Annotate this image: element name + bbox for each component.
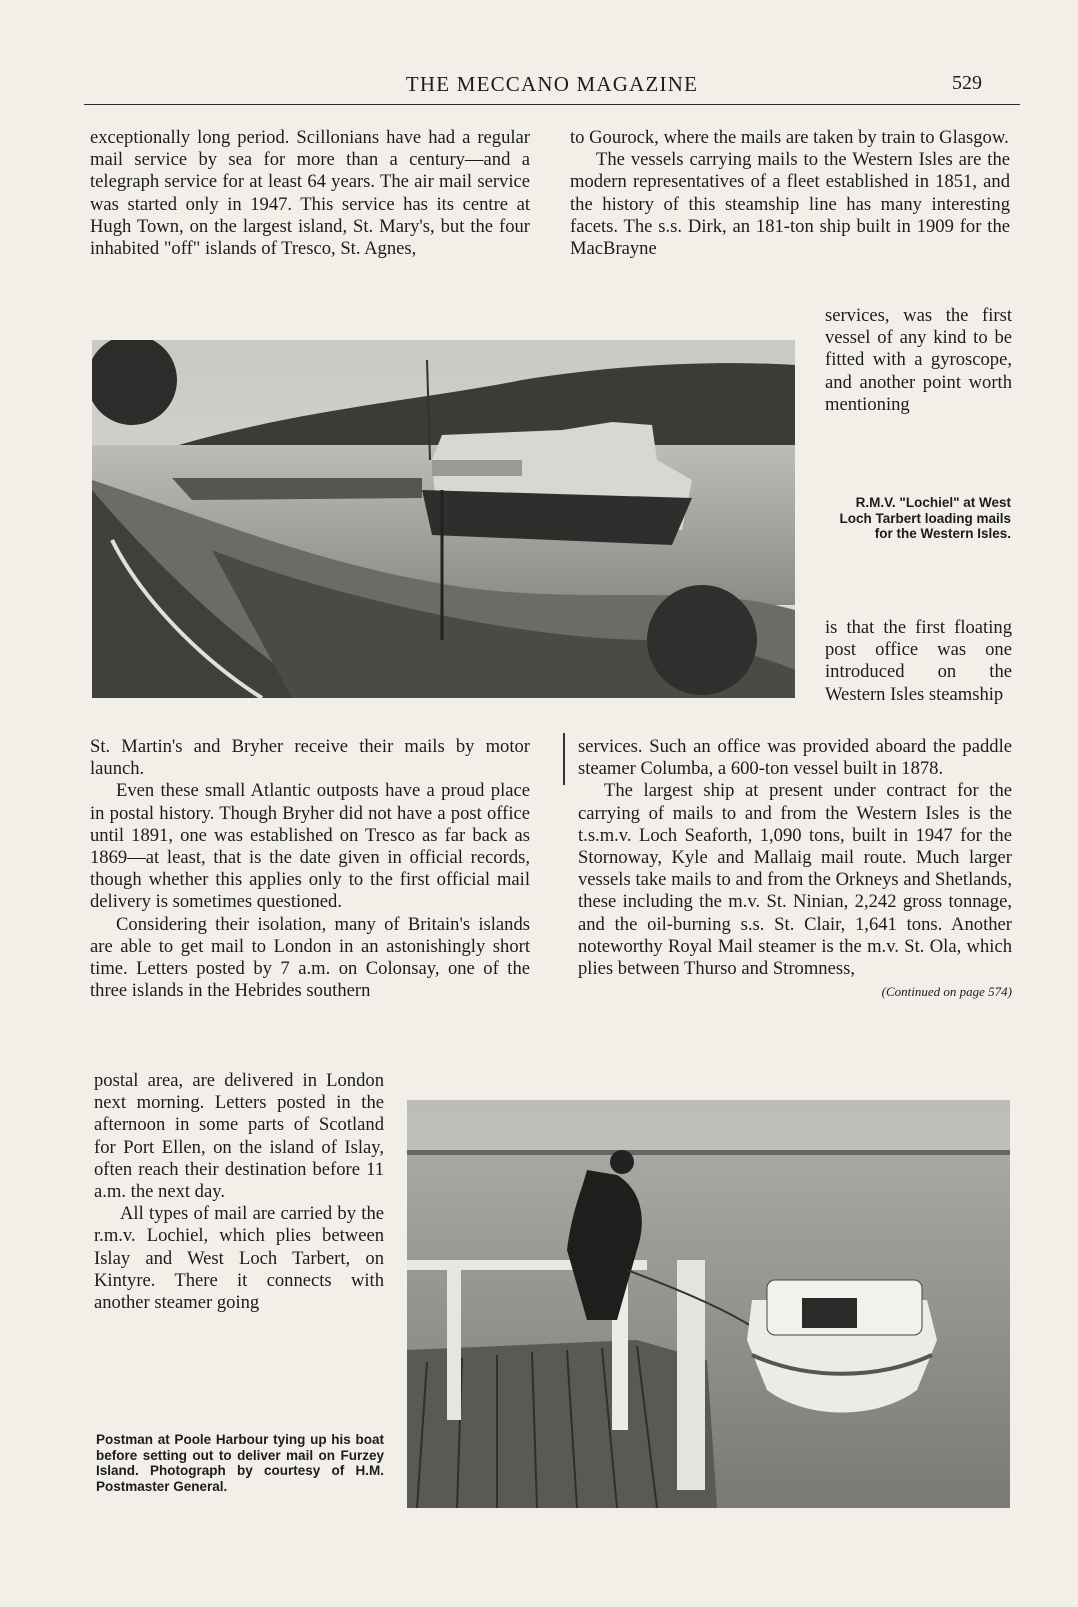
magazine-title: THE MECCANO MAGAZINE: [405, 72, 699, 96]
postman-caption: Postman at Poole Harbour tying up his boat before setting out to deliver mail on Furzey Island. Photograph by courtesy of H.M. Postmaster General.: [96, 1432, 384, 1494]
left-bottom-text: [94, 1070, 384, 1314]
paragraph: postal area, are delivered in London next morning. Letters posted in the afternoon in some parts of Scotland for Port Ellen, on the island of Islay, often reach their destination before 11 a.m. the next day.: [94, 1070, 384, 1203]
paragraph: The largest ship at present under contract for the carrying of mails to and from the Western Isles is the t.s.m.v. Loch Seaforth, 1,090 tons, built in 1947 for the Stornoway, Kyle and Mallaig mail route. Much larger vessels take mails to and from the Orkneys and Shetlands, these including the m.v. St. Ninian, 2,242 gross tonnage, and the oil-burning s.s. St. Clair, 1,641 tons. Another noteworthy Royal Mail steamer is the m.v. St. Ola, which plies between Thurso and Stromness,: [578, 780, 1012, 980]
right-narrow-text-bottom: [825, 617, 1012, 706]
continued-note: (Continued on page 574): [881, 984, 1012, 1000]
paragraph: Even these small Atlantic outposts have a proud place in postal history. Though Bryher did not have a post office until 1891, one was established on Tresco as far back as 1869—at least, that is the date given in official records, though whether this applies only to the first official mail delivery is sometimes questioned.: [90, 780, 530, 913]
paragraph: is that the first floating post office was one introduced on the Western Isles steamship: [825, 617, 1012, 705]
left-top-text: [90, 127, 530, 260]
paragraph: exceptionally long period. Scillonians have had a regular mail service by sea for more than a century—and a telegraph service for at least 64 years. The air mail service was started only in 1947. This service has its centre at Hugh Town, on the largest island, St. Mary's, but the four inhabited "off" islands of Tresco, St. Agnes,: [90, 127, 530, 260]
left-middle-text: [90, 736, 530, 1002]
column-bracket: [563, 733, 565, 785]
page-number: 529: [952, 72, 982, 94]
right-lower-text: [578, 736, 1012, 1003]
right-top-text: [570, 127, 1010, 260]
paragraph: services. Such an office was provided aboard the paddle steamer Columba, a 600-ton vessel built in 1878.: [578, 736, 1012, 780]
paragraph: All types of mail are carried by the r.m.v. Lochiel, which plies between Islay and West Loch Tarbert, on Kintyre. There it connects with another steamer going: [94, 1203, 384, 1314]
postman-boat-photo: [407, 1100, 1010, 1508]
lochiel-ferry-photo: [92, 340, 795, 698]
paragraph: services, was the first vessel of any kind to be fitted with a gyroscope, and another point worth mentioning: [825, 305, 1012, 415]
page-header: [84, 70, 1020, 105]
paragraph: to Gourock, where the mails are taken by train to Glasgow.: [570, 127, 1009, 148]
paragraph: St. Martin's and Bryher receive their mails by motor launch.: [90, 736, 530, 780]
right-narrow-text-top: [825, 305, 1012, 416]
lochiel-caption: R.M.V. "Lochiel" at West Loch Tarbert loading mails for the Western Isles.: [839, 495, 1011, 541]
paragraph: The vessels carrying mails to the Western Isles are the modern representatives of a fleet established in 1851, and the history of this steamship line has many interesting facets. The s.s. Dirk, an 181-ton ship built in 1909 for the MacBrayne: [570, 149, 1010, 260]
paragraph: Considering their isolation, many of Britain's islands are able to get mail to London in an astonishingly short time. Letters posted by 7 a.m. on Colonsay, one of the three islands in the Hebrides southern: [90, 913, 530, 1002]
